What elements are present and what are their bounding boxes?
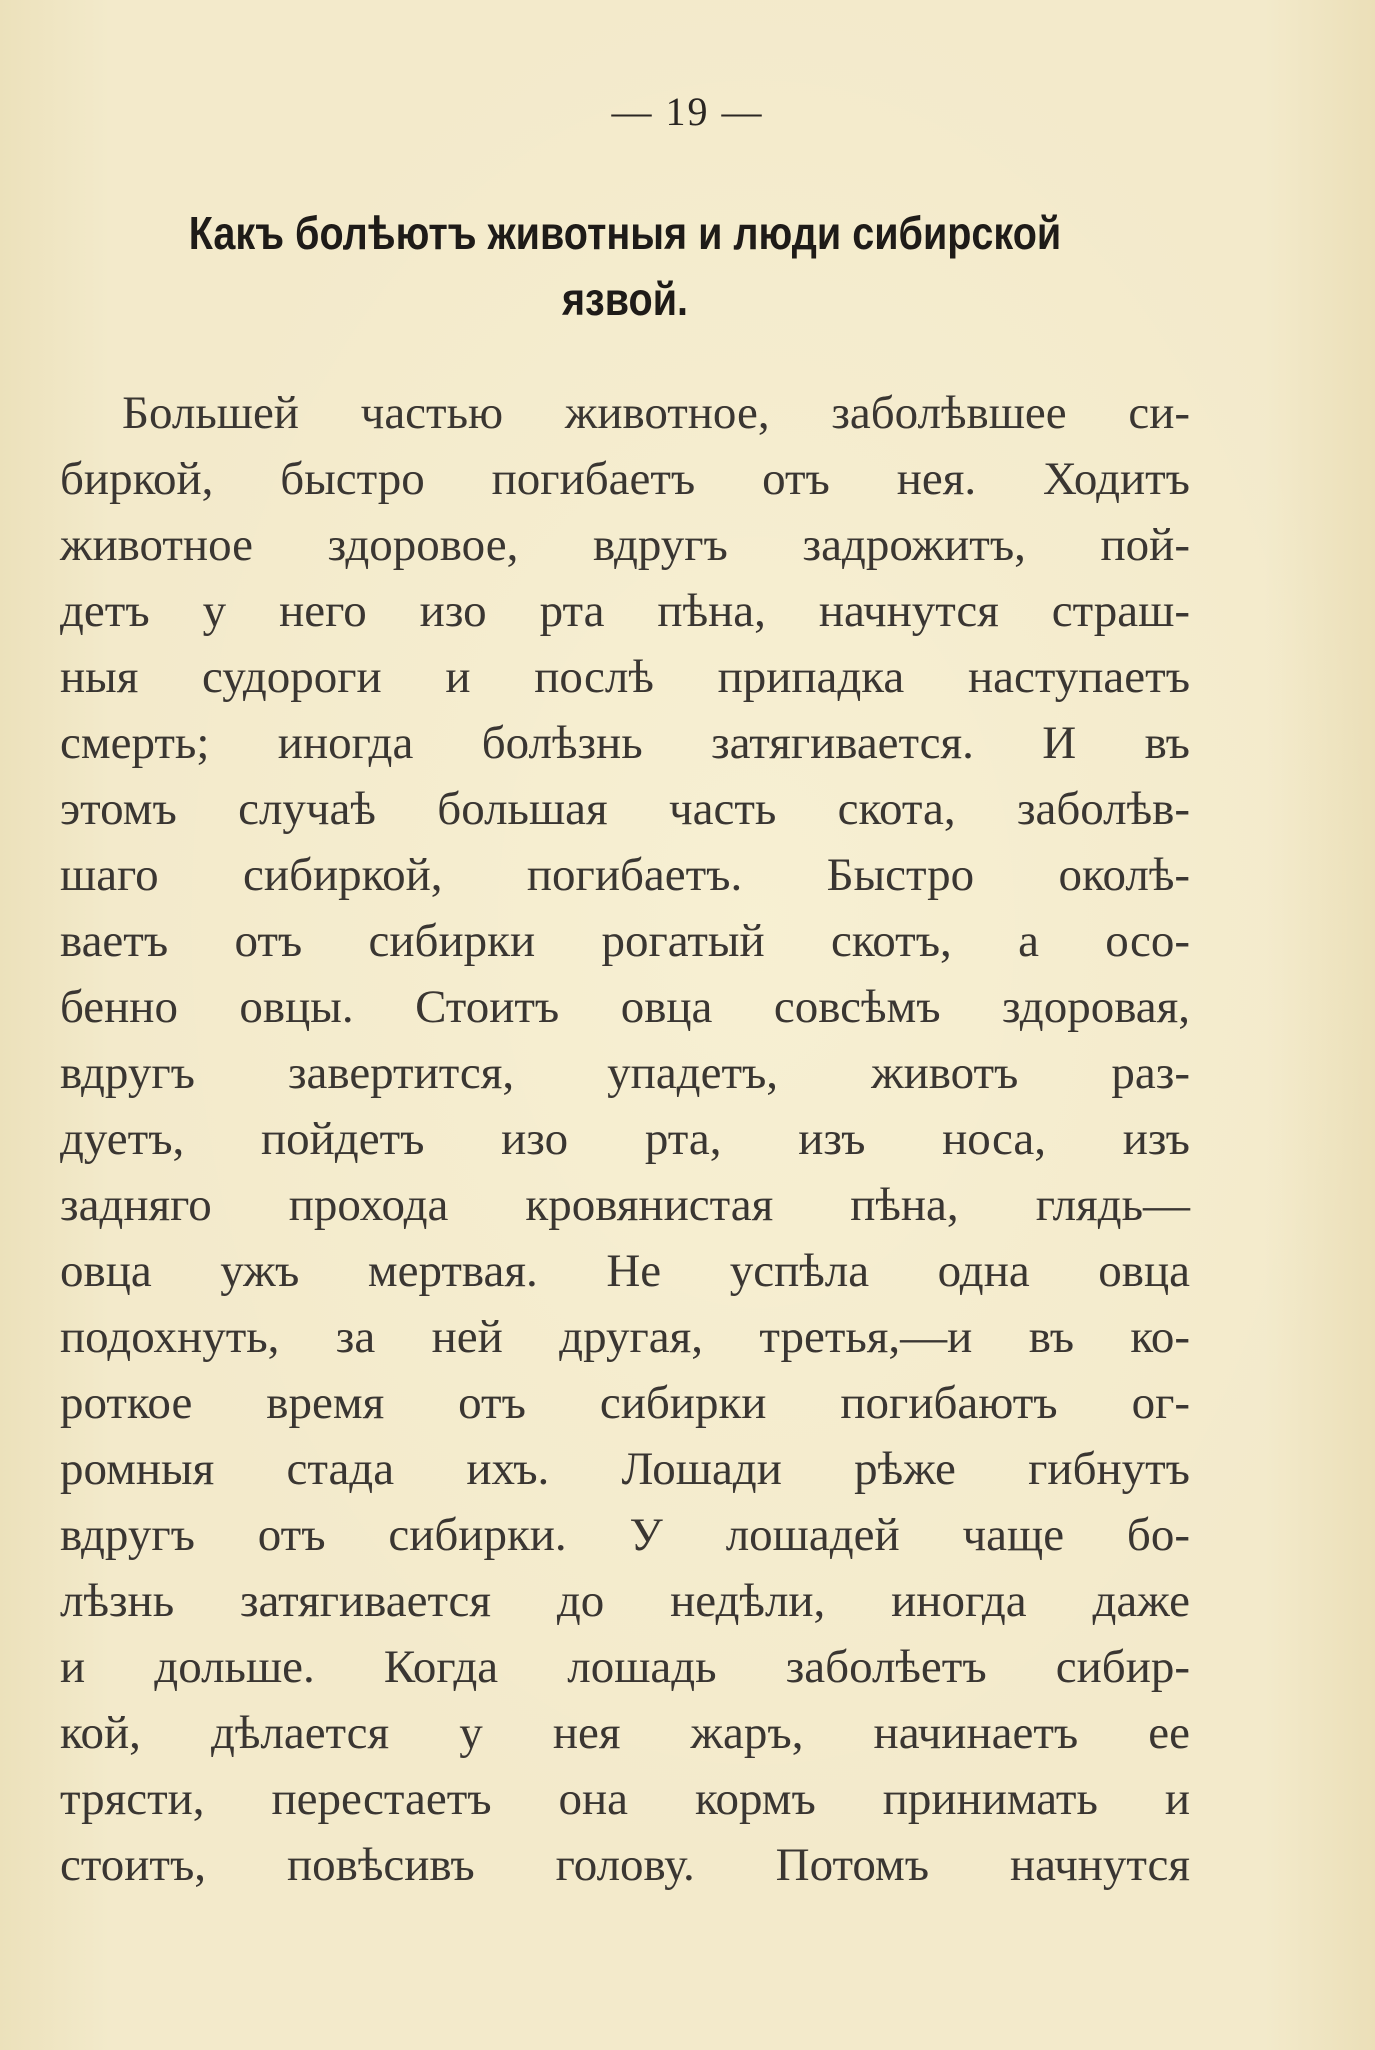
text-line: животное здоровое, вдругъ задрожитъ, пой- xyxy=(60,519,1190,571)
text-line: и дольше. Когда лошадь заболѣетъ сибир- xyxy=(60,1641,1190,1693)
text-line: кой, дѣлается у нея жаръ, начинаетъ ее xyxy=(60,1707,1190,1759)
page-number: — 19 — xyxy=(611,89,764,134)
text-line: шаго сибиркой, погибаетъ. Быстро околѣ- xyxy=(60,849,1190,901)
text-line: ваетъ отъ сибирки рогатый скотъ, а осо- xyxy=(60,915,1190,967)
heading-line: Какъ болѣютъ животныя и люди сибирской xyxy=(188,207,1062,259)
heading-line: язвой. xyxy=(561,273,689,325)
text-line: задняго прохода кровянистая пѣна, глядь— xyxy=(60,1179,1190,1231)
section-heading xyxy=(139,200,1111,332)
text-line: трясти, перестаетъ она кормъ принимать и xyxy=(60,1773,1190,1825)
text-line: роткое время отъ сибирки погибаютъ ог- xyxy=(60,1377,1190,1429)
text-line: смерть; иногда болѣзнь затягивается. И въ xyxy=(60,717,1190,769)
text-line: дуетъ, пойдетъ изо рта, изъ носа, изъ xyxy=(60,1113,1190,1165)
text-line: овца ужъ мертвая. Не успѣла одна овца xyxy=(60,1245,1190,1297)
text-line: вдругъ завертится, упадетъ, животъ раз- xyxy=(60,1047,1190,1099)
text-line: Большей частью животное, заболѣвшее си- xyxy=(122,387,1190,439)
text-line: ромныя стада ихъ. Лошади рѣже гибнутъ xyxy=(60,1443,1190,1495)
text-line: подохнуть, за ней другая, третья,—и въ ко- xyxy=(60,1311,1190,1363)
text-line: детъ у него изо рта пѣна, начнутся страш- xyxy=(60,585,1190,637)
text-line: вдругъ отъ сибирки. У лошадей чаще бо- xyxy=(60,1509,1190,1561)
text-line: ныя судороги и послѣ припадка наступаетъ xyxy=(60,651,1190,703)
text-line: лѣзнь затягивается до недѣли, иногда даже xyxy=(60,1575,1190,1627)
body-paragraph xyxy=(60,380,1190,1898)
text-line: биркой, быстро погибаетъ отъ нея. Ходитъ xyxy=(60,453,1190,505)
text-line: стоитъ, повѣсивъ голову. Потомъ начнутся xyxy=(60,1839,1190,1891)
text-line: этомъ случаѣ большая часть скота, заболѣв- xyxy=(60,783,1190,835)
text-line: бенно овцы. Стоитъ овца совсѣмъ здоровая, xyxy=(60,981,1190,1033)
